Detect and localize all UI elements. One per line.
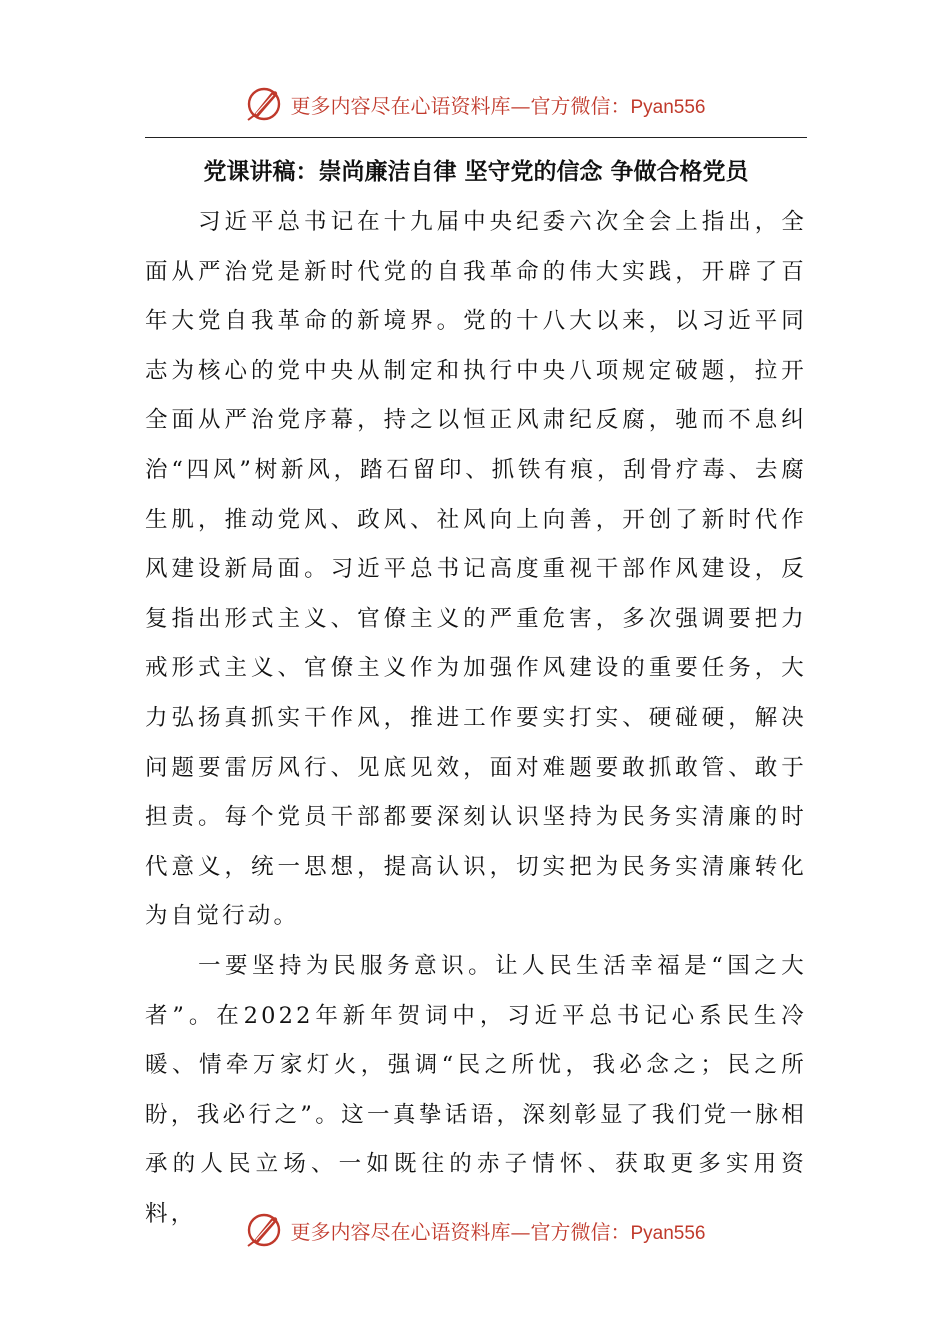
body-paragraph: 习近平总书记在十九届中央纪委六次全会上指出，全面从严治党是新时代党的自我革命的伟大实践，开辟了百年大党自我革命的新境界。党的十八大以来，以习近平同志为核心的党中央从制定和执行中央八项规定破题，拉开全面从严治党序幕，持之以恒正风肃纪反腐，驰而不息纠治“四风”树新风，踏石留印、抓铁有痕，刮骨疗毒、去腐生肌，推动党风、政风、社风向上向善，开创了新时代作风建设新局面。习近平总书记高度重视干部作风建设，反复指出形式主义、官僚主义的严重危害，多次强调要把力戒形式主义、官僚主义作为加强作风建设的重要任务，大力弘扬真抓实干作风，推进工作要实打实、硬碰硬，解决问题要雷厉风行、见底见效，面对难题要敢抓敢管、敢于担责。每个党员干部都要深刻认识坚持为民务实清廉的时代意义，统一思想，提高认识，切实把为民务实清廉转化为自觉行动。 xyxy=(145,209,807,930)
header-divider xyxy=(145,137,807,138)
banner-text xyxy=(290,90,705,119)
banner-text xyxy=(290,1216,705,1245)
banner-wechat-id: Pyan556 xyxy=(630,96,706,118)
banner-wechat-label: 官方微信： xyxy=(530,93,631,118)
quill-pen-logo-icon xyxy=(244,1210,284,1250)
footer-banner xyxy=(0,1208,950,1252)
body-paragraph: 一要坚持为民服务意识。让人民生活幸福是“国之大者”。在2022年新年贺词中，习近平总书记心系民生冷暖、情牵万家灯火，强调“民之所忧，我必念之；民之所盼，我必行之”。这一真挚话语，深刻彰显了我们党一脉相承的人民立场、一如既往的赤子情怀、获取更多实用资料， xyxy=(145,952,807,1227)
document-body xyxy=(145,198,807,1239)
banner-wechat-id: Pyan556 xyxy=(630,1222,706,1244)
banner-wechat-label: 官方微信： xyxy=(530,1219,631,1244)
banner-library-text: 更多内容尽在心语资料库 xyxy=(290,93,511,118)
banner-separator: — xyxy=(510,93,531,118)
banner-separator: — xyxy=(510,1219,531,1244)
quill-pen-logo-icon xyxy=(244,84,284,124)
banner-library-text: 更多内容尽在心语资料库 xyxy=(290,1219,511,1244)
document-title: 党课讲稿：崇尚廉洁自律 坚守党的信念 争做合格党员 xyxy=(203,159,749,185)
header-banner xyxy=(0,82,950,126)
